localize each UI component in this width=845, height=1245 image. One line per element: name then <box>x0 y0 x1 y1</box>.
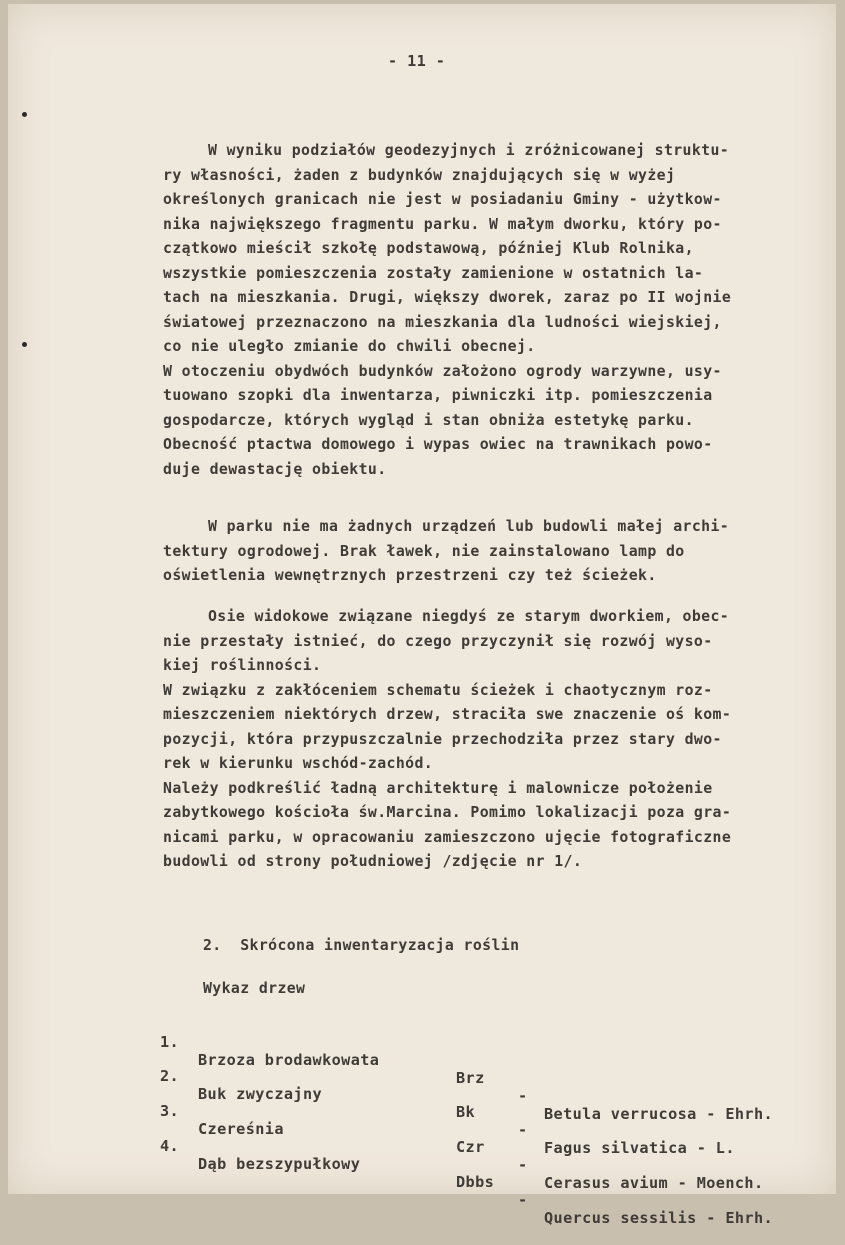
paragraph-line: zabytkowego kościoła św.Marcina. Pomimo lokalizacji poza gra- <box>163 803 732 821</box>
tree-dash: - <box>518 1087 528 1105</box>
tree-abbreviation: Dbbs <box>456 1173 495 1191</box>
paragraph-line: tektury ogrodowej. Brak ławek, nie zainstalowano lamp do <box>163 541 685 560</box>
paragraph-line: nicami parku, w opracowaniu zamieszczono ujęcie fotograficzne <box>163 827 732 846</box>
list-title: Wykaz drzew <box>203 979 306 997</box>
paragraph-line: budowli od strony południowej /zdjęcie nr 1/. <box>163 852 583 870</box>
paragraph-line: mieszczeniem niektórych drzew, straciła swe znaczenie oś kom- <box>163 705 732 723</box>
tree-abbreviation: Brz <box>456 1069 485 1087</box>
paragraph-line: W otoczeniu obydwóch budynków założono ogrody warzywne, usy- <box>163 361 722 380</box>
tree-number: 4. <box>160 1137 180 1155</box>
punch-hole-mark <box>22 342 27 347</box>
section-heading: 2. Skrócona inwentaryzacja roślin <box>203 936 520 954</box>
paragraph-line: Należy podkreślić ładną architekturę i malownicze położenie <box>163 778 713 797</box>
paragraph-line: Osie widokowe związane niegdyś ze starym dworkiem, obec- <box>208 607 730 625</box>
tree-name: Buk zwyczajny <box>198 1085 323 1103</box>
tree-dash: - <box>518 1156 528 1174</box>
page-number: - 11 - <box>388 52 446 70</box>
tree-latin-name: Quercus sessilis - Ehrh. <box>544 1209 774 1227</box>
paragraph-line: nie przestały istnieć, do czego przyczynił się rozwój wyso- <box>163 631 713 650</box>
tree-name: Czereśnia <box>198 1120 284 1138</box>
paragraph-line: wszystkie pomieszczenia zostały zamienione w ostatnich la- <box>163 263 704 282</box>
tree-latin-name: Betula verrucosa - Ehrh. <box>544 1105 774 1123</box>
paragraph-line: W związku z zakłóceniem schematu ścieżek i chaotycznym roz- <box>163 680 713 699</box>
paragraph-line: tuowano szopki dla inwentarza, piwniczki itp. pomieszczenia <box>163 386 713 404</box>
paragraph-line: pozycji, która przypuszczalnie przechodziła przez stary dwo- <box>163 729 722 748</box>
paragraph-line: kiej roślinności. <box>163 656 322 674</box>
tree-latin-name: Cerasus avium - Moench. <box>544 1174 764 1192</box>
typewritten-page <box>8 4 836 1227</box>
paragraph-line: nika największego fragmentu parku. W małym dworku, który po- <box>163 214 722 233</box>
tree-number: 1. <box>160 1033 180 1051</box>
tree-dash: - <box>518 1121 528 1139</box>
tree-abbreviation: Bk <box>456 1103 476 1121</box>
tree-name: Brzoza brodawkowata <box>198 1051 380 1069</box>
tree-latin-name: Fagus silvatica - L. <box>544 1139 735 1157</box>
paragraph-line: Obecność ptactwa domowego i wypas owiec na trawnikach powo- <box>163 435 713 453</box>
paragraph-line: czątkowo mieścił szkołę podstawową, później Klub Rolnika, <box>163 239 694 257</box>
paragraph-line: ry własności, żaden z budynków znajdujących się w wyżej <box>163 165 676 184</box>
paragraph-line: tach na mieszkania. Drugi, większy dworek, zaraz po II wojnie <box>163 288 732 306</box>
paragraph-line: co nie uległo zmianie do chwili obecnej. <box>163 337 536 355</box>
tree-number: 2. <box>160 1067 180 1085</box>
tree-abbreviation: Czr <box>456 1138 485 1156</box>
paragraph-line: rek w kierunku wschód-zachód. <box>163 754 434 772</box>
tree-number: 3. <box>160 1102 180 1120</box>
paragraph-line: W wyniku podziałów geodezyjnych i zróżnicowanej struktu- <box>208 141 730 159</box>
paragraph-line: światowej przeznaczono na mieszkania dla ludności wiejskiej, <box>163 312 722 331</box>
paragraph-line: określonych granicach nie jest w posiadaniu Gminy - użytkow- <box>163 190 722 208</box>
paragraph-line: oświetlenia wewnętrznych przestrzeni czy też ścieżek. <box>163 566 657 584</box>
punch-hole-mark <box>22 112 27 117</box>
tree-dash: - <box>518 1191 528 1209</box>
tree-name: Dąb bezszypułkowy <box>198 1155 361 1173</box>
paragraph-line: gospodarcze, których wygląd i stan obniża estetykę parku. <box>163 410 694 429</box>
paragraph-line: duje dewastację obiektu. <box>163 459 387 478</box>
paragraph-line: W parku nie ma żadnych urządzeń lub budowli małej archi- <box>208 517 730 535</box>
